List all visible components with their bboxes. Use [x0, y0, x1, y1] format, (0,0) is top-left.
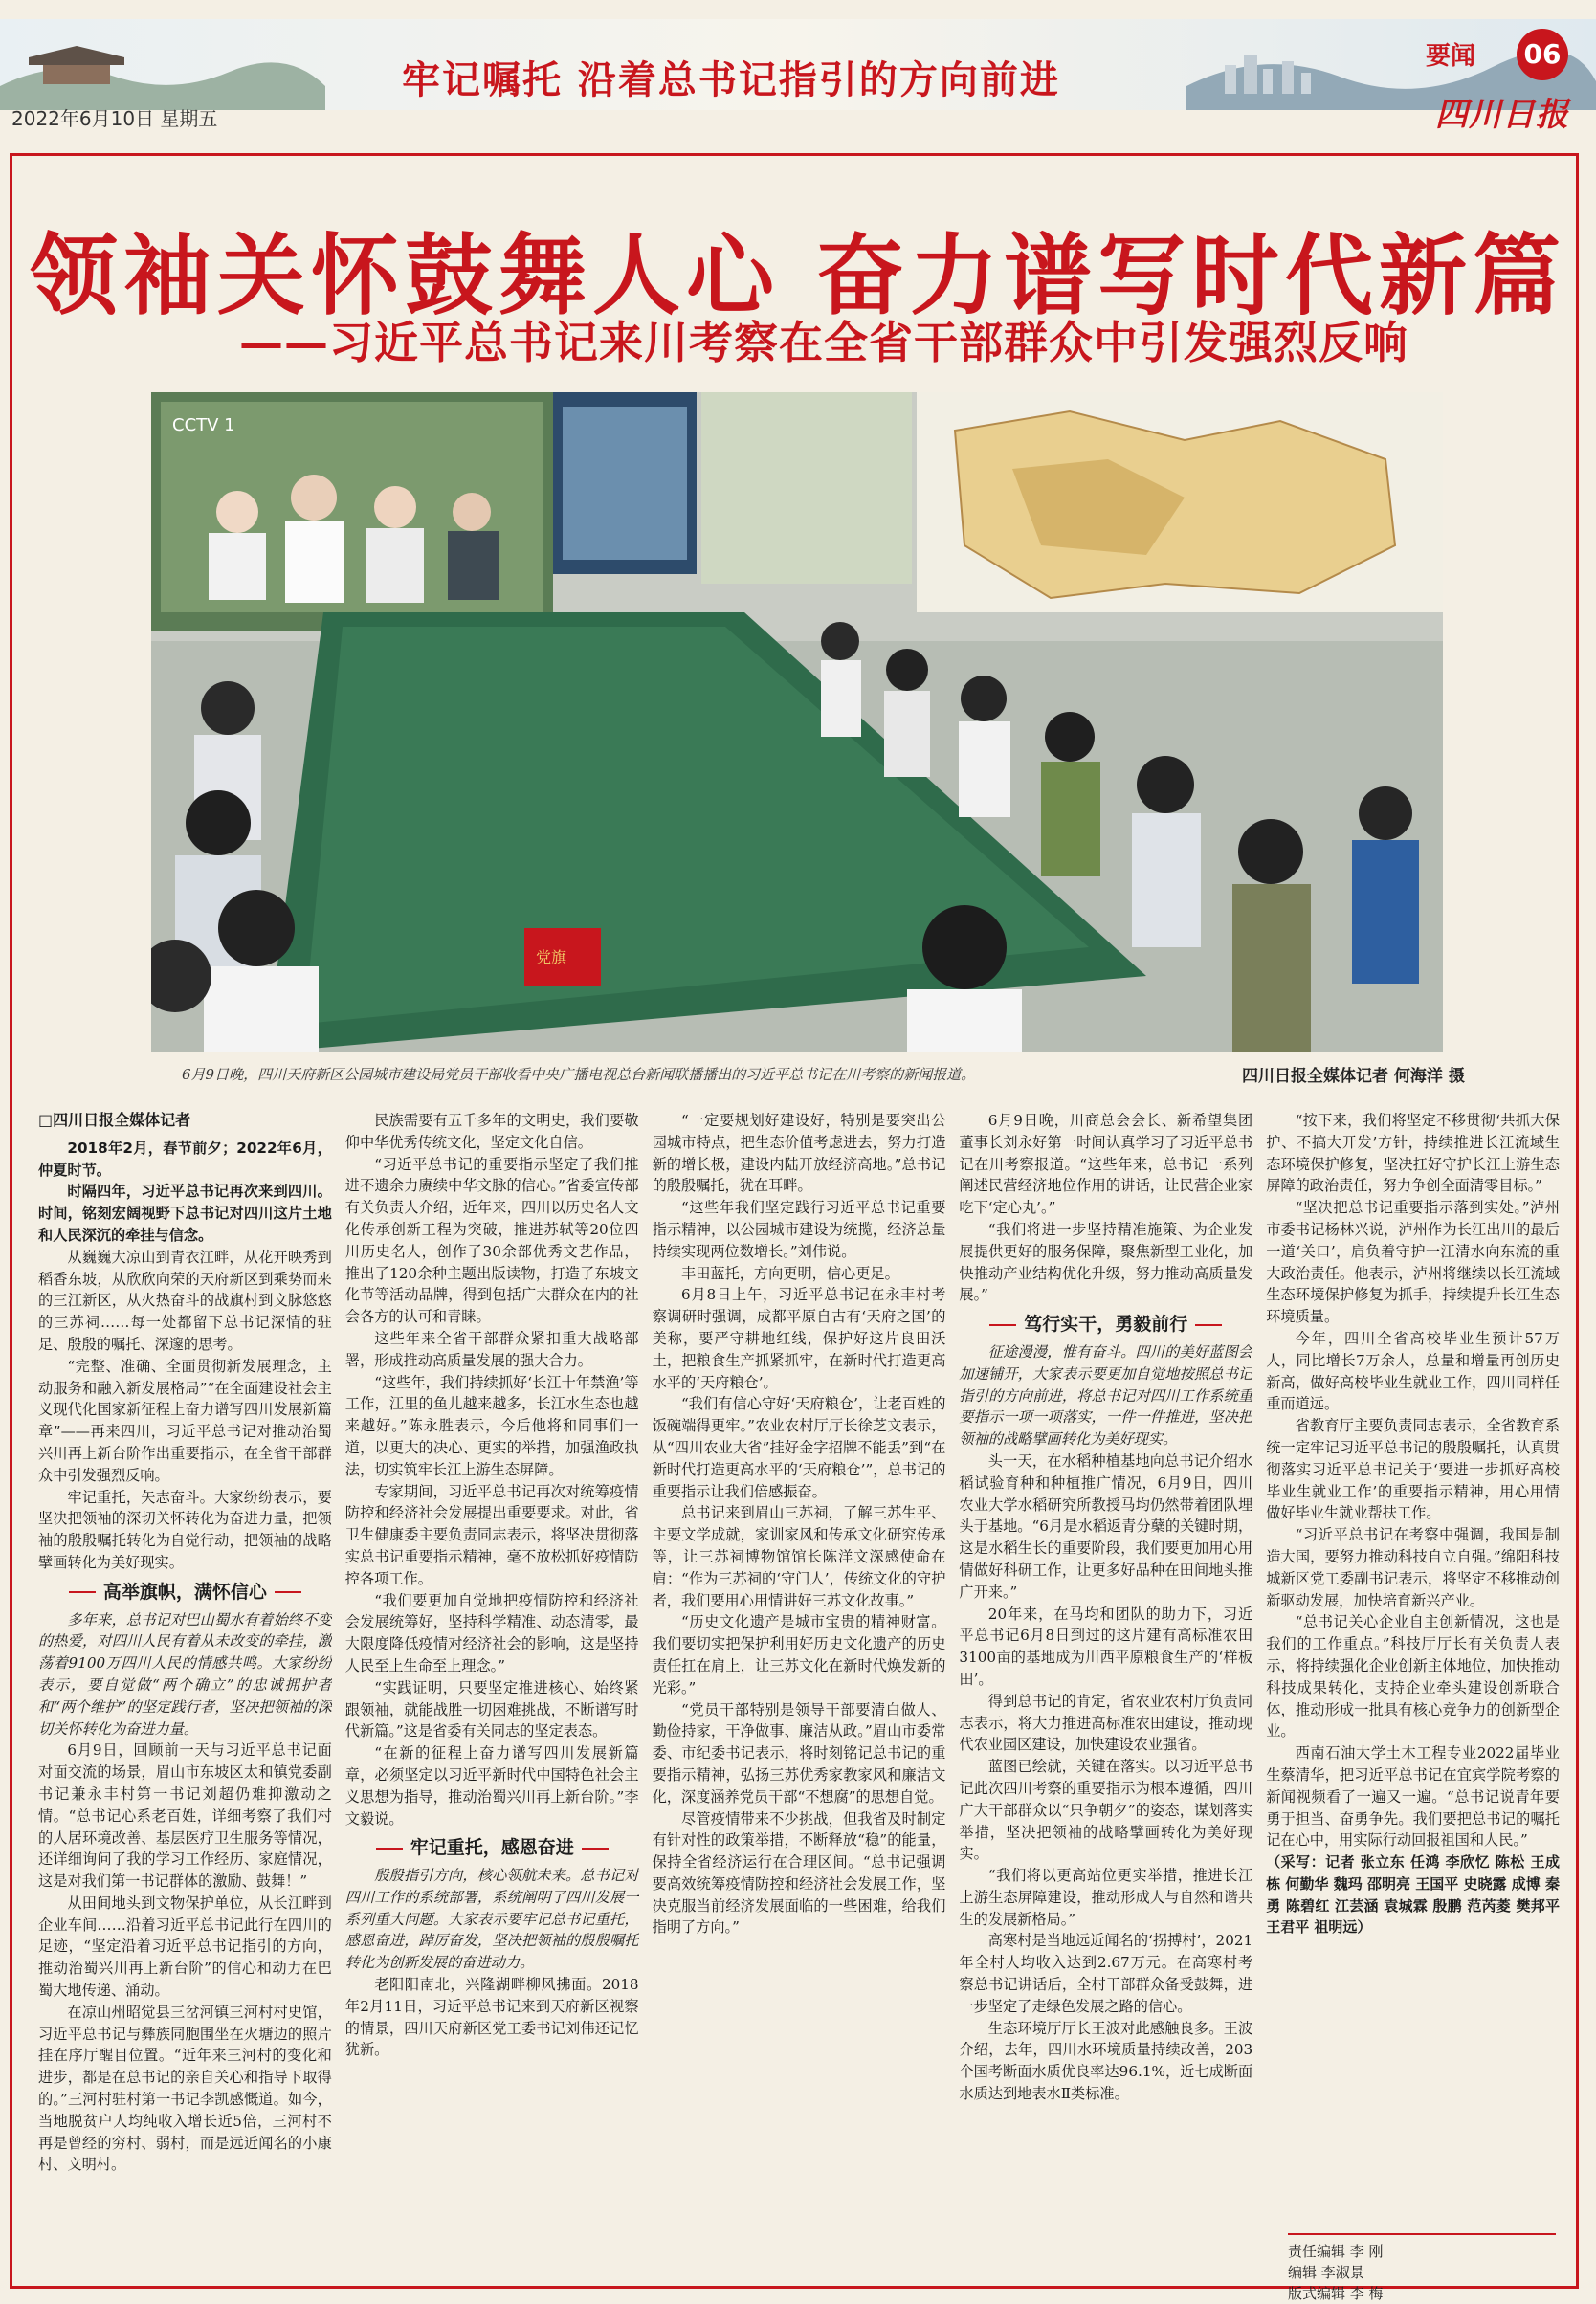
- tv-channel-logo: CCTV 1: [172, 415, 235, 435]
- paragraph: “党员干部特别是领导干部要清白做人、勤俭持家，干净做事、廉洁从政。”眉山市委常委、市纪委书记表示，将时刻铭记总书记的重要指示精神，弘扬三苏优秀家教家风和廉洁文化，深度涵养党员干部“不想腐”的思想自觉。: [652, 1700, 946, 1806]
- paragraph: 专家期间，习近平总书记再次对统筹疫情防控和经济社会发展提出重要要求。对此，省卫生健康委主要负责同志表示，将坚决贯彻落实总书记重要指示精神，毫不放松抓好疫情防控各项工作。: [344, 1482, 639, 1587]
- reporter-list: （采写：记者 张立东 任鸿 李欣忆 陈松 王成栋 何勤华 魏玛 邵明亮 王国平 史晓露 成博 秦勇 陈碧红 江芸涵 袁城霖 殷鹏 范芮菱 樊邦平 王君平 祖明远）: [1266, 1853, 1560, 1937]
- paragraph: 今年，四川全省高校毕业生预计57万人，同比增长7万余人，总量和增量再创历史新高，做好高校毕业生就业工作，四川同样任重而道远。: [1266, 1329, 1560, 1413]
- article-subheadline: ——习近平总书记来川考察在全省干部群众中引发强烈反响: [239, 317, 1408, 368]
- paragraph: 丰田蓝托，方向更明，信心更足。: [680, 1264, 899, 1282]
- paragraph: “在新的征程上奋力谱写四川发展新篇章，必须坚定以习近平新时代中国特色社会主义思想为指导，推动治蜀兴川再上新台阶。”李文毅说。: [344, 1744, 639, 1828]
- paragraph: “习近平总书记的重要指示坚定了我们推进不遗余力赓续中华文脉的信心。”省委宣传部有关负责人介绍，近年来，四川以历史名人文化传承创新工程为突破，推进苏轼等20位四川历史名人，创作了30余部优秀文艺作品，推出了120余种主题出版读物，打造了东坡文化节等活动品牌，得到包括广大群众在内的社会各方的认可和青睐。: [344, 1155, 639, 1326]
- paragraph: “这些年，我们持续抓好‘长江十年禁渔’等工作，江里的鱼儿越来越多，长江水生态也越来越好。”陈永胜表示，今后他将和同事们一道，以更大的决心、更实的举措，加强渔政执法，切实筑牢长江上游生态屏障。: [344, 1373, 639, 1478]
- page-number-badge: 06: [1517, 29, 1568, 80]
- paragraph: “一定要规划好建设好，特别是要突出公园城市特点，把生态价值考虑进去，努力打造新的增长极，建设内陆开放经济高地。”总书记的殷殷嘱托，犹在耳畔。: [652, 1112, 946, 1195]
- paragraph: 牢记重托，矢志奋斗。大家纷纷表示，要坚决把领袖的深切关怀转化为奋进力量，把领袖的殷殷嘱托转化为自觉行动，把领袖的战略擘画转化为美好现实。: [38, 1488, 332, 1571]
- paragraph: “历史文化遗产是城市宝贵的精神财富。我们要切实把保护利用好历史文化遗产的历史责任扛在肩上，让三苏文化在新时代焕发新的光彩。”: [652, 1613, 946, 1696]
- news-photo: [151, 392, 1443, 1052]
- article-column-3: [653, 1110, 946, 2210]
- photo-credit: 四川日报全媒体记者 何海洋 摄: [1242, 1067, 1465, 1086]
- article-body: [38, 1110, 1560, 2210]
- masthead: [0, 0, 1596, 158]
- paragraph: 民族需要有五千多年的文明史，我们要敬仰中华优秀传统文化，坚定文化自信。: [344, 1112, 639, 1151]
- paragraph: “总书记关心企业自主创新情况，这也是我们的工作重点。”科技厅厅长有关负责人表示，将持续强化企业创新主体地位，加快推动科技成果转化，支持企业牵头建设创新联合体，推动形成一批具有核心竞争力的创新型企业。: [1266, 1613, 1560, 1740]
- paragraph: 尽管疫情带来不少挑战，但我省及时制定有针对性的政策举措，不断释放“稳”的能量，保持全省经济运行在合理区间。“总书记强调要高效统筹疫情防控和经济社会发展工作，坚决克服当前经济发展面临的一些困难，给我们指明了方向。”: [652, 1809, 946, 1937]
- paragraph: 头一天，在水稻种植基地向总书记介绍水稻试验育种和种植推广情况，6月9日，四川农业大学水稻研究所教授马均仍然带着团队埋头于基地。“6月是水稻返青分蘖的关键时期，这是水稻生长的重要阶段，我们要更加用心用情做好科研工作，让更多好品种在田间地头推广开来。”: [959, 1451, 1253, 1601]
- responsible-editor: 责任编辑 李 刚: [1288, 2243, 1384, 2260]
- article-column-2: [345, 1110, 639, 2210]
- section-label: 要闻: [1426, 42, 1476, 71]
- issue-date: 2022年6月10日 星期五: [11, 107, 218, 130]
- paragraph: “这些年我们坚定践行习近平总书记重要指示精神，以公园城市建设为统揽，经济总量持续实现两位数增长。”刘伟说。: [652, 1199, 946, 1260]
- section-heading: 牢记重托，感恩奋进: [345, 1837, 639, 1859]
- paragraph: 省教育厅主要负责同志表示，全省教育系统一定牢记习近平总书记的殷殷嘱托，认真贯彻落实习近平总书记关于‘要进一步抓好高校毕业生就业工作’的重要指示精神，用心用情做好毕业生就业帮扶工作。: [1266, 1417, 1560, 1522]
- paragraph: 这些年来全省干部群众紧扣重大战略部署，形成推动高质量发展的强大合力。: [344, 1329, 639, 1369]
- booklet-label: 党旗: [536, 948, 567, 966]
- section-intro: 征途漫漫，惟有奋斗。四川的美好蓝图会加速铺开，大家表示要更加自觉地按照总书记指引的方向前进，将总书记对四川工作系统重要指示一项一项落实，一件一件推进，坚决把领袖的战略擘画转化为美好现实。: [959, 1342, 1253, 1449]
- layout-editor: 版式编辑 李 梅: [1288, 2285, 1384, 2302]
- paragraph: “我们将进一步坚持精准施策、为企业发展提供更好的服务保障，聚焦新型工业化，加快推动产业结构优化升级，努力推动高质量发展。”: [959, 1220, 1253, 1304]
- paragraph: 西南石油大学土木工程专业2022届毕业生蔡清华，把习近平总书记在宜宾学院考察的新闻视频看了一遍又一遍。“总书记说青年要勇于担当、奋勇争先。我们要把总书记的嘱托记在心中，用实际行动回报祖国和人民。”: [1266, 1744, 1560, 1850]
- paragraph: “我们将以更高站位更实举措，推进长江上游生态屏障建设，推动形成人与自然和谐共生的发展新格局。”: [959, 1867, 1253, 1928]
- lead-date: 2018年2月，春节前夕；2022年6月，仲夏时节。: [38, 1139, 332, 1179]
- paragraph: “实践证明，只要坚定推进核心、始终紧跟领袖，就能战胜一切困难挑战，不断谱写时代新篇。”这是省委有关同志的坚定表态。: [344, 1678, 639, 1740]
- paragraph: 从田间地头到文物保护单位，从长江畔到企业车间……沿着习近平总书记此行在四川的足迹，“坚定沿着习近平总书记指引的方向，推动治蜀兴川再上新台阶”的信心和动力在巴蜀大地传递、涌动。: [38, 1894, 332, 2000]
- paragraph: 总书记来到眉山三苏祠，了解三苏生平、主要文学成就，家训家风和传承文化研究传承等，让三苏祠博物馆馆长陈洋文深感使命在肩：“作为三苏祠的‘守门人’，传统文化的守护者，我们要用心用情讲好三苏文化故事。”: [652, 1504, 946, 1609]
- paragraph: 6月9日，回顾前一天与习近平总书记面对面交流的场景，眉山市东坡区太和镇党委副书记兼永丰村第一书记刘超仍难抑激动之情。“总书记心系老百姓，详细考察了我们村的人居环境改善、基层医疗卫生服务等情况，还详细询问了我的学习工作经历、家庭情况，这是对我们第一书记群体的激励、鼓舞！”: [38, 1741, 332, 1891]
- article-column-4: [959, 1110, 1252, 2210]
- byline: □四川日报全媒体记者: [38, 1111, 191, 1129]
- paragraph: 生态环境厅厅长王波对此感触良多。王波介绍，去年，四川水环境质量持续改善，203个国考断面水质优良率达96.1%，近七成断面水质达到地表水Ⅱ类标准。: [959, 2019, 1253, 2103]
- editor-credits: [1288, 2233, 1556, 2304]
- editor: 编辑 李淑景: [1288, 2264, 1364, 2281]
- newspaper-logo: 四川日报: [1435, 96, 1569, 134]
- paragraph: 6月8日上午，习近平总书记在永丰村考察调研时强调，成都平原自古有‘天府之国’的美称，要严守耕地红线，保护好这片良田沃土，把粮食生产抓紧抓牢，在新时代打造更高水平的‘天府粮仓’。: [652, 1286, 946, 1391]
- paragraph: “我们要更加自觉地把疫情防控和经济社会发展统筹好，坚持科学精准、动态清零，最大限度降低疫情对经济社会的影响，这是坚持人民至上生命至上理念。”: [344, 1591, 639, 1674]
- article-column-5: [1266, 1110, 1560, 2210]
- paragraph: 蓝图已绘就，关键在落实。以习近平总书记此次四川考察的重要指示为根本遵循，四川广大干部群众以“只争朝夕”的姿态，谋划落实举措，坚决把领袖的战略擘画转化为美好现实。: [959, 1758, 1253, 1863]
- section-heading: 笃行实干，勇毅前行: [959, 1314, 1252, 1336]
- paragraph: 6月9日晚，川商总会会长、新希望集团董事长刘永好第一时间认真学习了习近平总书记在川考察报道。“这些年来，总书记一系列阐述民营经济地位作用的讲话，让民营企业家吃下‘定心丸’。”: [959, 1112, 1253, 1217]
- section-intro: 殷殷指引方向，核心领航未来。总书记对四川工作的系统部署，系统阐明了四川发展一系列重大问题。大家表示要牢记总书记重托，感恩奋进，踔厉奋发，坚决把领袖的殷殷嘱托转化为创新发展的奋进动力。: [344, 1867, 639, 1972]
- paragraph: 老阳阳南北，兴隆湖畔柳风拂面。2018年2月11日，习近平总书记来到天府新区视察的情景，四川天府新区党工委书记刘伟还记忆犹新。: [344, 1976, 639, 2059]
- paragraph: “坚决把总书记重要指示落到实处。”泸州市委书记杨林兴说，泸州作为长江出川的最后一道‘关口’，肩负着守护一江清水向东流的重大政治责任。他表示，泸州将继续以长江流域生态环境保护修复为抓手，持续提升长江生态环境质量。: [1266, 1199, 1560, 1326]
- paragraph: “按下来，我们将坚定不移贯彻‘共抓大保护、不搞大开发’方针，持续推进长江流域生态环境保护修复，坚决扛好守护长江上游生态屏障的政治责任，努力争创全面清零目标。”: [1266, 1112, 1560, 1195]
- paragraph: 在凉山州昭觉县三岔河镇三河村村史馆，习近平总书记与彝族同胞围坐在火塘边的照片挂在序厅醒目位置。“近年来三河村的变化和进步，都是在总书记的亲自关心和指导下取得的。”三河村驻村第一书记李凯感慨道。如今，当地脱贫户人均纯收入增长近5倍，三河村不再是曾经的穷村、弱村，而是远近闻名的小康村、文明村。: [38, 2003, 332, 2174]
- section-heading: 高举旗帜，满怀信心: [38, 1582, 332, 1604]
- article-column-1: [38, 1110, 332, 2210]
- paragraph: 从巍巍大凉山到青衣江畔，从花开映秀到稻香东坡，从欣欣向荣的天府新区到乘势而来的三江新区，从火热奋斗的战旗村到文脉悠悠的三苏祠……每一处都留下总书记深情的驻足、殷殷的嘱托、深邃的思考。: [38, 1248, 332, 1353]
- paragraph: “完整、准确、全面贯彻新发展理念，主动服务和融入新发展格局”“在全面建设社会主义现代化国家新征程上奋力谱写四川发展新篇章”——再来四川，习近平总书记对推动治蜀兴川再上新台阶作出重要指示，在全省干部群众中引发强烈反响。: [38, 1357, 332, 1484]
- paragraph: “习近平总书记在考察中强调，我国是制造大国，要努力推动科技自立自强。”绵阳科技城新区党工委副书记表示，将坚定不移推动创新驱动发展，加快培育新兴产业。: [1266, 1526, 1560, 1609]
- paragraph: 高寒村是当地远近闻名的‘拐搏村’，2021年全村人均收入达到2.67万元。在高寒村考察总书记讲话后，全村干部群众备受鼓舞，进一步坚定了走绿色发展之路的信心。: [959, 1932, 1253, 2015]
- paragraph: 得到总书记的肯定，省农业农村厅负责同志表示，将大力推进高标准农田建设，推动现代农业园区建设，加快建设农业强省。: [959, 1692, 1253, 1754]
- section-intro: 多年来，总书记对巴山蜀水有着始终不变的热爱，对四川人民有着从未改变的牵挂，激荡着9100万四川人民的情感共鸣。大家纷纷表示，要自觉做“两个确立”的忠诚拥护者和“两个维护”的坚定践行者，坚决把领袖的深切关怀转化为奋进力量。: [38, 1610, 332, 1738]
- meeting-room-photo: [151, 392, 1443, 1052]
- article-headline: 领袖关怀鼓舞人心 奋力谱写时代新篇: [29, 225, 1567, 327]
- photo-caption: 6月9日晚，四川天府新区公园城市建设局党员干部收看中央广播电视总台新闻联播播出的习近平总书记在川考察的新闻报道。: [182, 1066, 976, 1083]
- column-slogan: 牢记嘱托 沿着总书记指引的方向前进: [402, 58, 1060, 102]
- lead-text: 时隔四年，习近平总书记再次来到四川。时间，铭刻宏阔视野下总书记对四川这片土地和人民深沉的牵挂与信念。: [38, 1183, 332, 1244]
- paragraph: “我们有信心守好‘天府粮仓’，让老百姓的饭碗端得更牢。”农业农村厅厅长徐芝文表示，从“四川农业大省”挂好金字招牌不能丢”到“在新时代打造更高水平的‘天府粮仓’”，总书记的重要指示让我们倍感振奋。: [652, 1395, 946, 1500]
- paragraph: 20年来，在马均和团队的助力下，习近平总书记6月8日到过的这片建有高标准农田3100亩的基地成为川西平原粮食生产的‘样板田’。: [959, 1605, 1253, 1688]
